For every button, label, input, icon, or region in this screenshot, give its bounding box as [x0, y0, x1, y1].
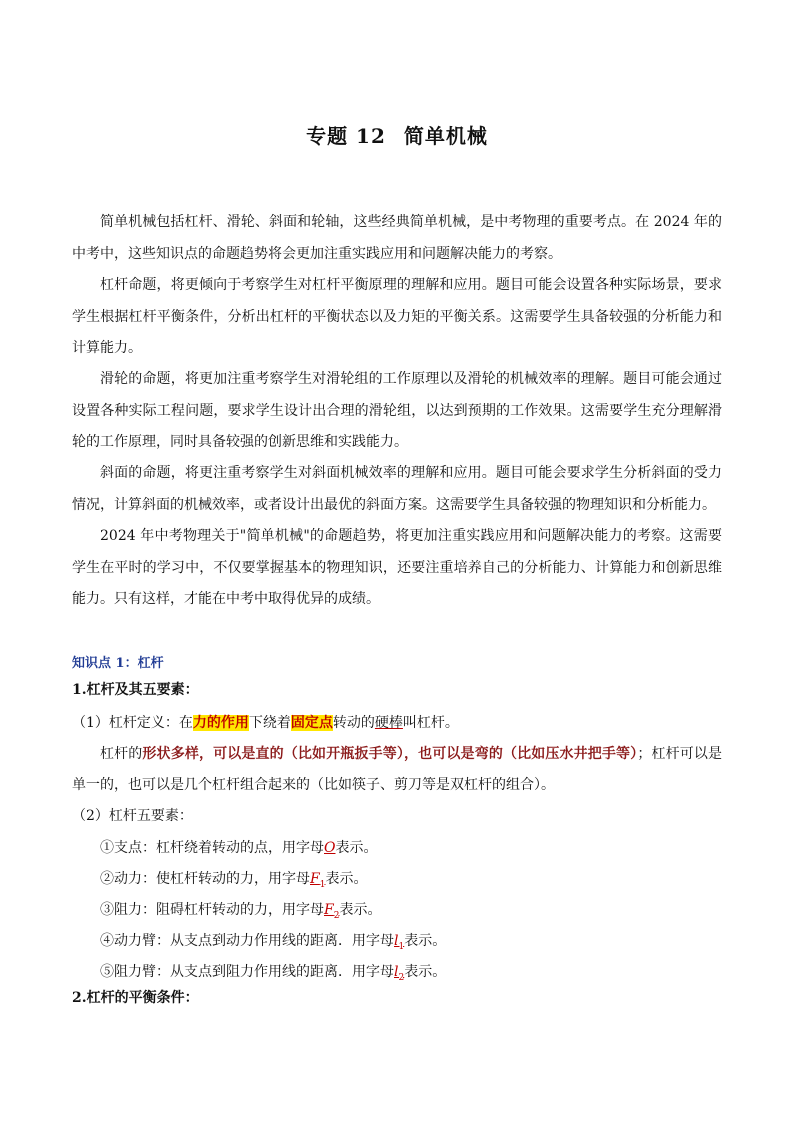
title-text: 简单机械 — [403, 124, 488, 148]
element-resistance-arm: ⑤阻力臂：从支点到阻力作用线的距离．用字母$l_2$表示。 — [100, 964, 447, 983]
symbol-O: O — [324, 840, 336, 856]
intro-paragraph-1: 简单机械包括杠杆、滑轮、斜面和轮轴，这些经典简单机械，是中考物理的重要考点。在 2024 年的中考中，这些知识点的命题趋势将会更加注重实践应用和问题解决能力的考察。 — [72, 214, 722, 262]
symbol-F1: $F_1$ — [310, 871, 326, 890]
element-fulcrum: ①支点：杠杆绕着转动的点，用字母O表示。 — [100, 840, 378, 856]
section-heading-lever-elements: 1.杠杆及其五要素： — [72, 682, 199, 698]
lever-shape-paragraph: 杠杆的形状多样，可以是直的（比如开瓶扳手等），也可以是弯的（比如压水井把手等）；杠杆可以是单一的，也可以是几个杠杆组合起来的（比如筷子、剪刀等是双杠杆的组合）。 — [72, 746, 723, 793]
intro-paragraph-5: 2024 年中考物理关于"简单机械"的命题趋势，将更加注重实践应用和问题解决能力的考察。这需要学生在平时的学习中，不仅要掌握基本的物理知识，还要注重培养自己的分析能力、计算能力和创新思维能力。只有这样，才能在中考中取得优异的成绩。 — [72, 528, 722, 607]
highlight-fixed-point: 固定点 — [290, 715, 333, 731]
page-title — [0, 120, 794, 149]
intro-paragraph-3: 滑轮的命题，将更加注重考察学生对滑轮组的工作原理以及滑轮的机械效率的理解。题目可能会通过设置各种实际工程问题，要求学生设计出合理的滑轮组，以达到预期的工作效果。这需要学生充分理解滑轮的工作原理，同时具备较强的创新思维和实践能力。 — [72, 371, 722, 450]
underline-rigid-rod: 硬棒 — [374, 715, 403, 731]
section-heading-balance-condition: 2.杠杆的平衡条件： — [72, 990, 199, 1006]
symbol-F2: $F_2$ — [324, 902, 340, 921]
five-elements-heading: （2）杠杆五要素： — [72, 808, 193, 824]
element-resistance: ③阻力：阻碍杠杆转动的力，用字母$F_2$表示。 — [100, 902, 382, 921]
symbol-l1: $l_1$ — [394, 933, 405, 952]
knowledge-point-heading: 知识点 1：杠杆 — [72, 656, 164, 671]
title-number: 专题 12 — [306, 124, 386, 148]
lever-shape-emphasis: 形状多样，可以是直的（比如开瓶扳手等），也可以是弯的（比如压水井把手等） — [142, 746, 638, 762]
element-effort: ②动力：使杠杆转动的力，用字母$F_1$表示。 — [100, 871, 368, 890]
element-effort-arm: ④动力臂：从支点到动力作用线的距离．用字母$l_1$表示。 — [100, 933, 447, 952]
symbol-l2: $l_2$ — [394, 964, 405, 983]
intro-paragraph-2: 杠杆命题，将更倾向于考察学生对杠杆平衡原理的理解和应用。题目可能会设置各种实际场景，要求学生根据杠杆平衡条件，分析出杠杆的平衡状态以及力矩的平衡关系。这需要学生具备较强的分析能力和计算能力。 — [72, 277, 722, 356]
lever-definition: （1）杠杆定义：在力的作用下绕着固定点转动的硬棒叫杠杆。 — [72, 715, 459, 731]
intro-paragraph-4: 斜面的命题，将更注重考察学生对斜面机械效率的理解和应用。题目可能会要求学生分析斜面的受力情况，计算斜面的机械效率，或者设计出最优的斜面方案。这需要学生具备较强的物理知识和分析能力。 — [72, 465, 722, 513]
highlight-force: 力的作用 — [192, 715, 249, 731]
